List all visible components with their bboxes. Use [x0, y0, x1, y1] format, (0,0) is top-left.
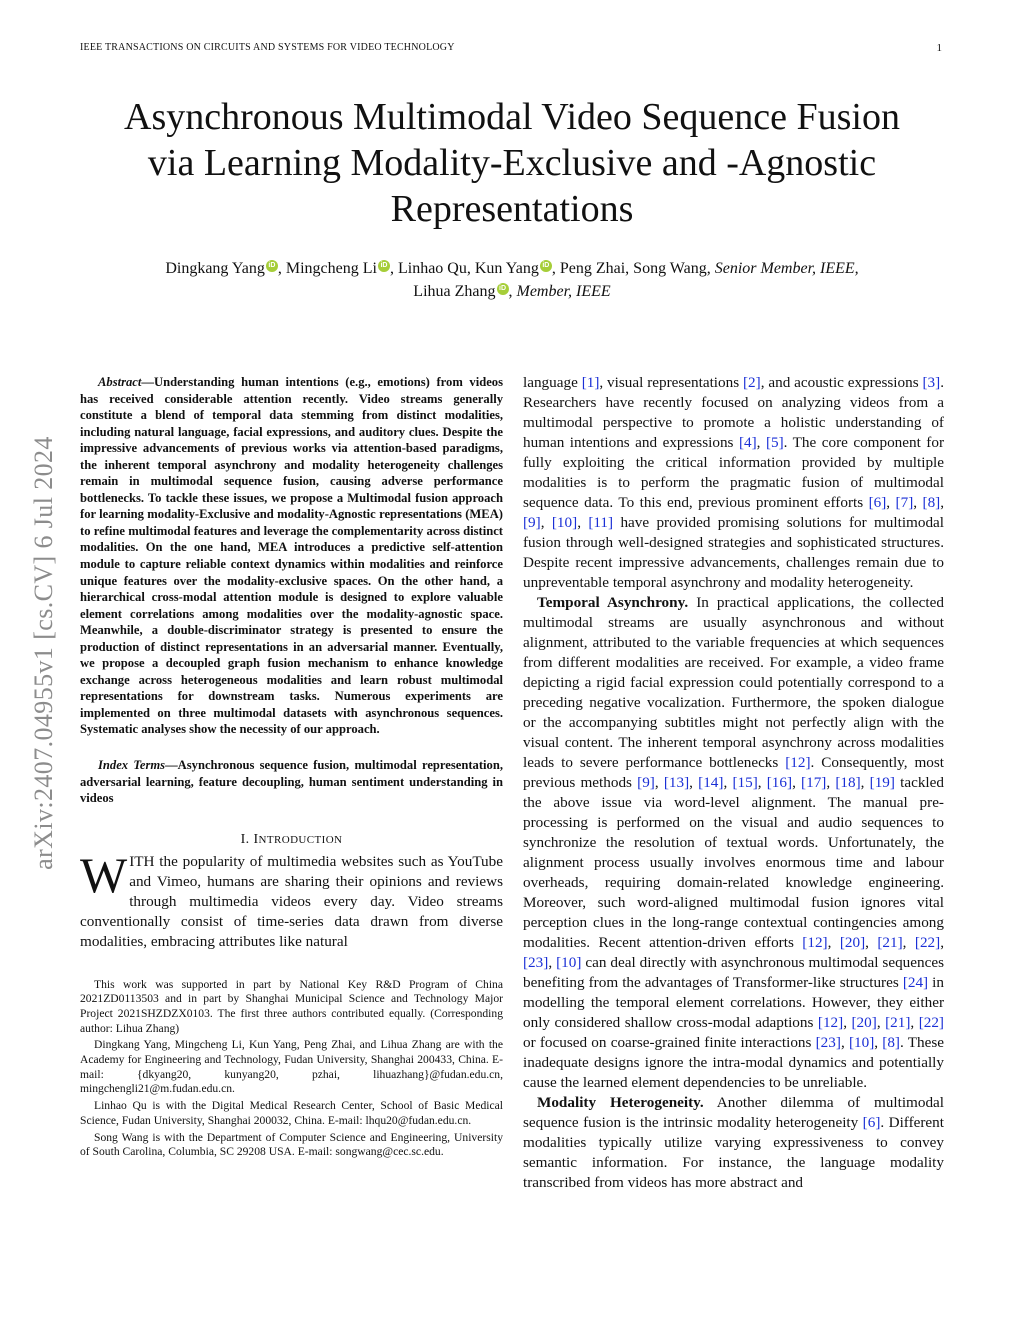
footnote-funding: This work was supported in part by National Key R&D Program of China 2021ZD0113503 and in part by Shanghai Municipal Science and Technology Major Project 2021SHZDZX0103. The first three authors contributed equally. (Corresponding author: Lihua Zhang): [80, 977, 503, 1035]
text: in modelling the temporal element correlations. However, they either only considered shallow cross-modal adaptions: [523, 974, 944, 1031]
text: ,: [902, 934, 915, 951]
citation-link[interactable]: [12]: [785, 754, 811, 771]
citation-link[interactable]: [4]: [738, 434, 757, 451]
arxiv-identifier[interactable]: arXiv:2407.04955v1 [cs.CV] 6 Jul 2024: [29, 435, 58, 870]
section-title-first-letter: I: [253, 831, 259, 847]
text: can deal directly with asynchronous multimodal sequences benefiting from the advantages of Transformer-like structures: [523, 954, 944, 991]
footnote-affiliation-1: Dingkang Yang, Mingcheng Li, Kun Yang, Peng Zhai, and Lihua Zhang are with the Academy for Engineering and Technology, Fudan University, Shanghai 200433, China. E-mail: {dkyang20, kunyang20, pzhai, lihuazhang}@fudan.edu.cn, mingchengli21@m.fudan.edu.cn.: [80, 1038, 503, 1096]
text: ,: [843, 1014, 852, 1031]
text: ,: [723, 774, 733, 791]
text: ,: [874, 1034, 883, 1051]
author-role: Senior Member, IEEE,: [714, 260, 859, 277]
paper-title: [60, 94, 964, 232]
text: ,: [876, 1014, 886, 1031]
running-header: IEEE TRANSACTIONS ON CIRCUITS AND SYSTEMS FOR VIDEO TECHNOLOGY: [80, 42, 455, 53]
author-list: [60, 257, 964, 303]
citation-link[interactable]: [18]: [835, 774, 861, 791]
paragraph-modality-heterogeneity: [523, 1093, 944, 1193]
footnote-affiliation-3: Song Wang is with the Department of Computer Science and Engineering, University of South Carolina, Columbia, SC 29208 USA. E-mail: songwang@cec.sc.edu.: [80, 1130, 503, 1159]
citation-link[interactable]: [10]: [848, 1034, 875, 1051]
footnote-affiliation-2: Linhao Qu is with the Digital Medical Research Center, School of Basic Medical Science, Fudan University, Shanghai 200032, China. E-mail: lhqu20@fudan.edu.cn.: [80, 1099, 503, 1127]
citation-link[interactable]: [19]: [869, 774, 895, 791]
citation-link[interactable]: [12]: [817, 1014, 844, 1031]
citation-link[interactable]: [21]: [877, 934, 903, 951]
drop-cap: W: [80, 846, 128, 903]
citation-link[interactable]: [24]: [902, 974, 929, 991]
author-role-separator: ,: [508, 283, 517, 300]
citation-link[interactable]: [23]: [815, 1034, 841, 1051]
section-title-rest: NTRODUCTION: [258, 833, 343, 846]
left-column: [80, 374, 503, 1162]
citation-link[interactable]: [13]: [663, 774, 690, 791]
citation-link[interactable]: [9]: [637, 774, 655, 791]
arxiv-stamp: [26, 370, 62, 935]
author-role: Member, IEEE: [516, 283, 611, 300]
text: Another dilemma of multimodal sequence fusion is the intrinsic modality heterogeneity: [523, 1094, 945, 1131]
abstract: [80, 374, 503, 738]
orcid-icon[interactable]: iD: [266, 260, 278, 272]
title-line-3: Representations: [390, 188, 634, 230]
citation-link[interactable]: [21]: [885, 1014, 911, 1031]
text: ,: [910, 1014, 919, 1031]
text: ,: [913, 494, 923, 511]
text: ,: [865, 934, 878, 951]
citation-link[interactable]: [17]: [801, 774, 827, 791]
text: ,: [654, 774, 664, 791]
index-terms-label: Index Terms: [98, 758, 166, 773]
section-heading-introduction: [80, 832, 503, 848]
text: ,: [826, 774, 836, 791]
citation-link[interactable]: [22]: [914, 934, 941, 951]
text: ,: [940, 934, 944, 951]
author-line-2: [60, 280, 964, 303]
citation-link[interactable]: [6]: [868, 494, 887, 511]
author-name: , Linhao Qu, Kun Yang: [389, 260, 539, 277]
text: tackled the above issue via word-level alignment. The manual pre-processing is performed on the visual and audio sequences to synchronize the resolution of textual words. Unfortunately, the alignment process usually involves enormous time and labour overheads, requiring domain-related knowledge engineering. Moreover, such word-aligned multimodal fusion ignores vital perception clues in the long-range contextual contingencies among modalities. Recent attention-driven efforts: [523, 774, 944, 951]
text: ,: [792, 774, 802, 791]
text: ,: [827, 934, 840, 951]
page-number: 1: [936, 42, 942, 54]
text: ,: [577, 514, 589, 531]
text: ,: [689, 774, 699, 791]
citation-link[interactable]: [22]: [918, 1014, 944, 1031]
author-name: Lihua Zhang: [413, 283, 496, 300]
citation-link[interactable]: [7]: [895, 494, 914, 511]
citation-link[interactable]: [10]: [556, 954, 582, 971]
text: ,: [756, 434, 766, 451]
citation-link[interactable]: [23]: [523, 954, 549, 971]
citation-link[interactable]: [16]: [766, 774, 793, 791]
citation-link[interactable]: [20]: [851, 1014, 877, 1031]
author-name: , Mingcheng Li: [277, 260, 377, 277]
section-number: I.: [240, 831, 254, 847]
citation-link[interactable]: [10]: [551, 514, 578, 531]
footnotes: [80, 978, 503, 1160]
orcid-icon[interactable]: iD: [378, 260, 390, 272]
text: . Researchers have recently focused on analyzing videos from a multimodal perspective to promote a holistic understanding of human intentions and expressions: [523, 374, 944, 451]
text: ,: [540, 514, 552, 531]
citation-link[interactable]: [15]: [732, 774, 758, 791]
right-column: [523, 373, 944, 1193]
title-line-1: Asynchronous Multimodal Video Sequence Fusion: [124, 96, 900, 138]
citation-link[interactable]: [9]: [523, 514, 541, 531]
text: ,: [886, 494, 896, 511]
citation-link[interactable]: [11]: [588, 514, 614, 531]
text: or focused on coarse-grained finite interactions: [523, 1034, 816, 1051]
author-name: , Peng Zhai, Song Wang,: [551, 260, 715, 277]
paragraph-intro-continued: [523, 373, 944, 593]
citation-link[interactable]: [20]: [839, 934, 866, 951]
citation-link[interactable]: [14]: [698, 774, 724, 791]
text: . Consequently, most previous methods: [523, 754, 945, 791]
abstract-label: Abstract: [98, 375, 142, 389]
orcid-icon[interactable]: iD: [540, 260, 552, 272]
text: ,: [860, 774, 870, 791]
author-name: Dingkang Yang: [165, 260, 265, 277]
text: ,: [757, 774, 767, 791]
text: . These inadequate designs ignore the intra-modal dynamics and potentially cause the learned element dependencies to be unreliable.: [523, 1034, 944, 1091]
author-line-1: [60, 257, 964, 280]
text: In practical applications, the collected multimodal streams are usually asynchronous and without alignment, attributed to the variable frequencies at which sequences from different modalities are received. For example, a video frame depicting a rigid facial expression could potentially correspond to a preceding negative vocalization. Furthermore, the spoken dialogue or the accompanying subtitles might not perfectly align with the visual content. The inherent temporal asynchrony across modalities leads to severe performance bottlenecks: [523, 594, 944, 771]
run-in-heading: Temporal Asynchrony.: [537, 594, 689, 611]
orcid-icon[interactable]: iD: [497, 283, 509, 295]
text: have provided promising solutions for multimodal fusion through well-designed strategies and sophisticated structures. Despite recent impressive advancements, challenges remain due to unpreventable temporal asynchrony and modality heterogeneity.: [523, 514, 945, 591]
text: , and acoustic expressions: [760, 374, 923, 391]
citation-link[interactable]: [2]: [742, 374, 761, 391]
citation-link[interactable]: [3]: [922, 374, 941, 391]
citation-link[interactable]: [1]: [581, 374, 600, 391]
abstract-text: —Understanding human intentions (e.g., emotions) from videos has received considerable attention recently. Video streams generally constitute a blend of temporal data stemming from distinct modalities, including natural language, facial expressions, and auditory clues. Despite the impressive advancements of previous works via attention-based paradigms, the inherent temporal asynchrony and modality heterogeneity challenges remain in multimodal sequence fusion, causing adverse performance bottlenecks. To tackle these issues, we propose a Multimodal fusion approach for learning modality-Exclusive and modality-Agnostic representations (MEA) to refine multimodal features and leverage the complementarity across distinct modalities. On the one hand, MEA introduces a predictive self-attention module to capture reliable context dynamics within modalities and reinforce unique features over the modality-exclusive spaces. On the other hand, a hierarchical cross-modal attention module is designed to explore valuable element correlations among modalities over the modality-agnostic space. Meanwhile, a double-discriminator strategy is presented to ensure the production of distinct representations in an adversarial manner. Eventually, we propose a decoupled graph fusion mechanism to enhance knowledge exchange across heterogeneous modalities and learn robust multimodal representations for downstream tasks. Numerous experiments are implemented on three multimodal datasets with asynchronous sequences. Systematic analyses show the necessity of our approach.: [80, 375, 503, 737]
citation-link[interactable]: [6]: [862, 1114, 881, 1131]
intro-paragraph: [80, 846, 503, 952]
title-line-2: via Learning Modality-Exclusive and -Agnostic: [147, 142, 877, 184]
citation-link[interactable]: [8]: [922, 494, 941, 511]
intro-text: ITH the popularity of multimedia websites such as YouTube and Vimeo, humans are sharing their opinions and reviews through multimedia videos every day. Video streams conventionally consist of time-series data drawn from diverse modalities, embracing attributes like natural: [80, 852, 503, 950]
citation-link[interactable]: [5]: [765, 434, 784, 451]
text: language: [523, 374, 582, 391]
citation-link[interactable]: [8]: [882, 1034, 900, 1051]
text: ,: [548, 954, 557, 971]
index-terms-text: —Asynchronous sequence fusion, multimodal representation, adversarial learning, feature decoupling, human sentiment understanding in videos: [80, 758, 503, 806]
citation-link[interactable]: [12]: [802, 934, 828, 951]
index-terms: [80, 757, 503, 807]
text: . The core component for fully exploiting the critical information provided by multiple modalities is to perform the pragmatic fusion of multimodal sequence data. To this end, previous prominent efforts: [523, 434, 945, 511]
text: ,: [840, 1034, 849, 1051]
paragraph-temporal-asynchrony: [523, 593, 944, 1093]
run-in-heading: Modality Heterogeneity.: [537, 1094, 704, 1111]
text: , visual representations: [599, 374, 743, 391]
text: ,: [940, 494, 945, 511]
text: . Different modalities typically utilize varying expressiveness to convey semantic information. For instance, the language modality transcribed from videos has more abstract and: [523, 1114, 944, 1191]
